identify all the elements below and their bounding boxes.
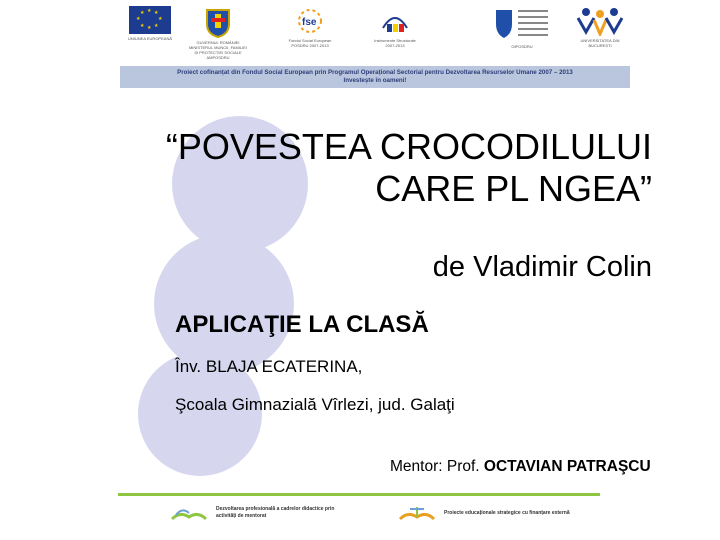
banner-line: Proiect cofinanțat din Fondul Social European prin Programul Operațional Sectorial pentru Dezvoltarea Resurselor Umane 2007 – 2013 — [177, 69, 573, 76]
logo-caption: OIPOSDRU — [511, 44, 533, 49]
open-book-icon — [170, 503, 208, 523]
title-line-1: “POVESTEA CROCODILULUI — [165, 126, 652, 167]
fse-icon — [293, 6, 327, 36]
slide-title — [166, 126, 652, 210]
university-logo — [560, 6, 640, 48]
teacher-line — [175, 357, 362, 377]
coat-of-arms-logo — [178, 6, 258, 60]
logo-caption: Instrumente Structurale 2007-2013 — [374, 38, 416, 48]
footer-text: Dezvoltarea profesională a cadrelor didactice prin activități de mentorat — [216, 506, 335, 519]
school-line: Şcoala Gimnazială Vîrlezi, jud. Galaţi — [175, 395, 455, 414]
instrumente-structurale-icon — [377, 6, 413, 36]
people-icon — [576, 6, 624, 36]
mentor-name: OCTAVIAN PATRAŞCU — [483, 458, 651, 475]
book-icon — [398, 503, 436, 523]
svg-text:fse: fse — [302, 17, 317, 28]
logo-caption: UNIVERSITATEA DIN BUCUREȘTI — [580, 38, 620, 48]
logo-caption: Fondul Social European POSDRU 2007-2013 — [288, 38, 332, 48]
mentor-line — [390, 458, 651, 476]
title-line-2: CARE PL NGEA” — [375, 168, 652, 209]
teacher-name: BLAJA ECATERINA — [205, 357, 358, 376]
footer-project-right — [398, 500, 574, 526]
mentor-prefix: Mentor: Prof. — [390, 458, 484, 475]
eu-flag-icon: ★ ★ ★ ★ ★ ★ ★ ★ — [129, 6, 171, 34]
author: de Vladimir Colin — [432, 251, 652, 283]
banner-tagline: Investește în oameni! — [343, 77, 407, 84]
footer-text: Proiecte educaționale strategice cu finanțare externă — [444, 509, 570, 516]
footer-project-left — [170, 500, 346, 526]
funding-banner — [120, 66, 630, 88]
ministry-emblem-icon — [492, 6, 552, 42]
logo-caption: GUVERNUL ROMÂNIEI MINISTERUL MUNCII, FAMILIEI ȘI PROTECȚIEI SOCIALE AMPOSDRU — [188, 40, 248, 60]
coat-of-arms-icon — [205, 6, 231, 38]
decorative-circle — [154, 234, 294, 374]
sponsor-logos — [110, 6, 640, 64]
subtitle-application: APLICAŢIE LA CLASĂ — [175, 311, 429, 338]
teacher-suffix: , — [357, 357, 363, 376]
fse-logo — [270, 6, 350, 48]
footer-divider — [118, 493, 600, 496]
teacher-prefix: Înv. — [175, 357, 206, 376]
ministry-logo — [482, 6, 562, 49]
instrumente-structurale-logo — [355, 6, 435, 48]
logo-caption: UNIUNEA EUROPEANĂ — [127, 36, 172, 41]
